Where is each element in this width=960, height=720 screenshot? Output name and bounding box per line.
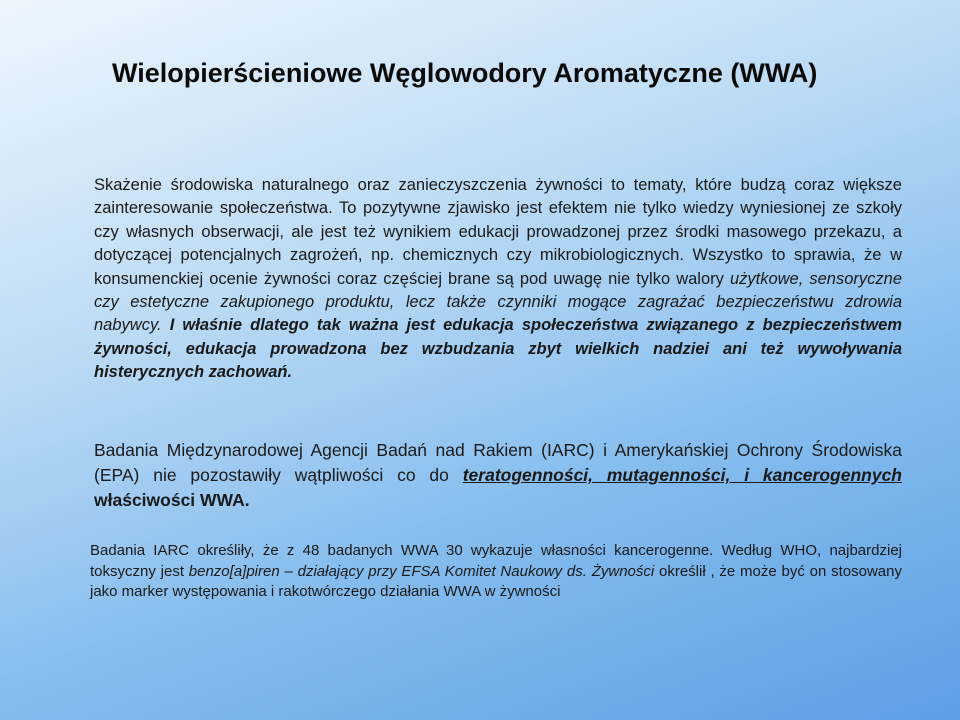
paragraph-1-italic: użytkowe, sensoryczne czy estetyczne zakupionego produktu, lecz także czynniki mogące zagrażać bezpieczeństwu zdrowia nabywcy.: [94, 269, 902, 335]
paragraph-iarc-epa: [94, 438, 902, 513]
paragraph-3-tail: określił , że może być on stosowany jako marker występowania i rakotwórczego działania WWA w żywności: [90, 562, 902, 600]
paragraph-2-bold: właściwości WWA.: [94, 490, 250, 510]
paragraph-2-text: Badania Międzynarodowej Agencji Badań nad Rakiem (IARC) i Amerykańskiej Ochrony Środowiska (EPA) nie pozostawiły wątpliwości co do: [94, 440, 902, 485]
paragraph-1-text: Skażenie środowiska naturalnego oraz zanieczyszczenia żywności to tematy, które budzą coraz większe zainteresowanie społeczeństwa. To pozytywne zjawisko jest efektem nie tylko wiedzy wyniesionej ze szkoły czy własnych obserwacji, ale jest też wynikiem edukacji prowadzonej przez środki masowego przekazu, a dotyczącej potencjalnych zagrożeń, np. chemicznych czy mikrobiologicznych. Wszystko to sprawia, że w konsumenckiej ocenie żywności coraz częściej brane są pod uwagę nie tylko walory: [94, 176, 902, 288]
paragraph-contamination: [94, 174, 902, 385]
paragraph-3-text: Badania IARC określiły, że z 48 badanych WWA 30 wykazuje własności kancerogenne. Według WHO, najbardziej toksyczny jest: [90, 542, 902, 580]
paragraph-iarc-who: [90, 541, 902, 603]
paragraph-1-bold-italic: I właśnie dlatego tak ważna jest edukacja społeczeństwa związanego z bezpieczeństwem żywności, edukacja prowadzona bez wzbudzania zbyt wielkich nadziei ani też wywoływania histerycznych zachowań.: [94, 316, 902, 382]
paragraph-2-highlight: teratogenności, mutagenności, i kancerogennych: [462, 465, 902, 485]
paragraph-3-italic: benzo[a]piren – działający przy EFSA Komitet Naukowy ds. Żywności: [188, 562, 655, 580]
page-title: Wielopierścieniowe Węglowodory Aromatyczne (WWA): [112, 58, 818, 88]
